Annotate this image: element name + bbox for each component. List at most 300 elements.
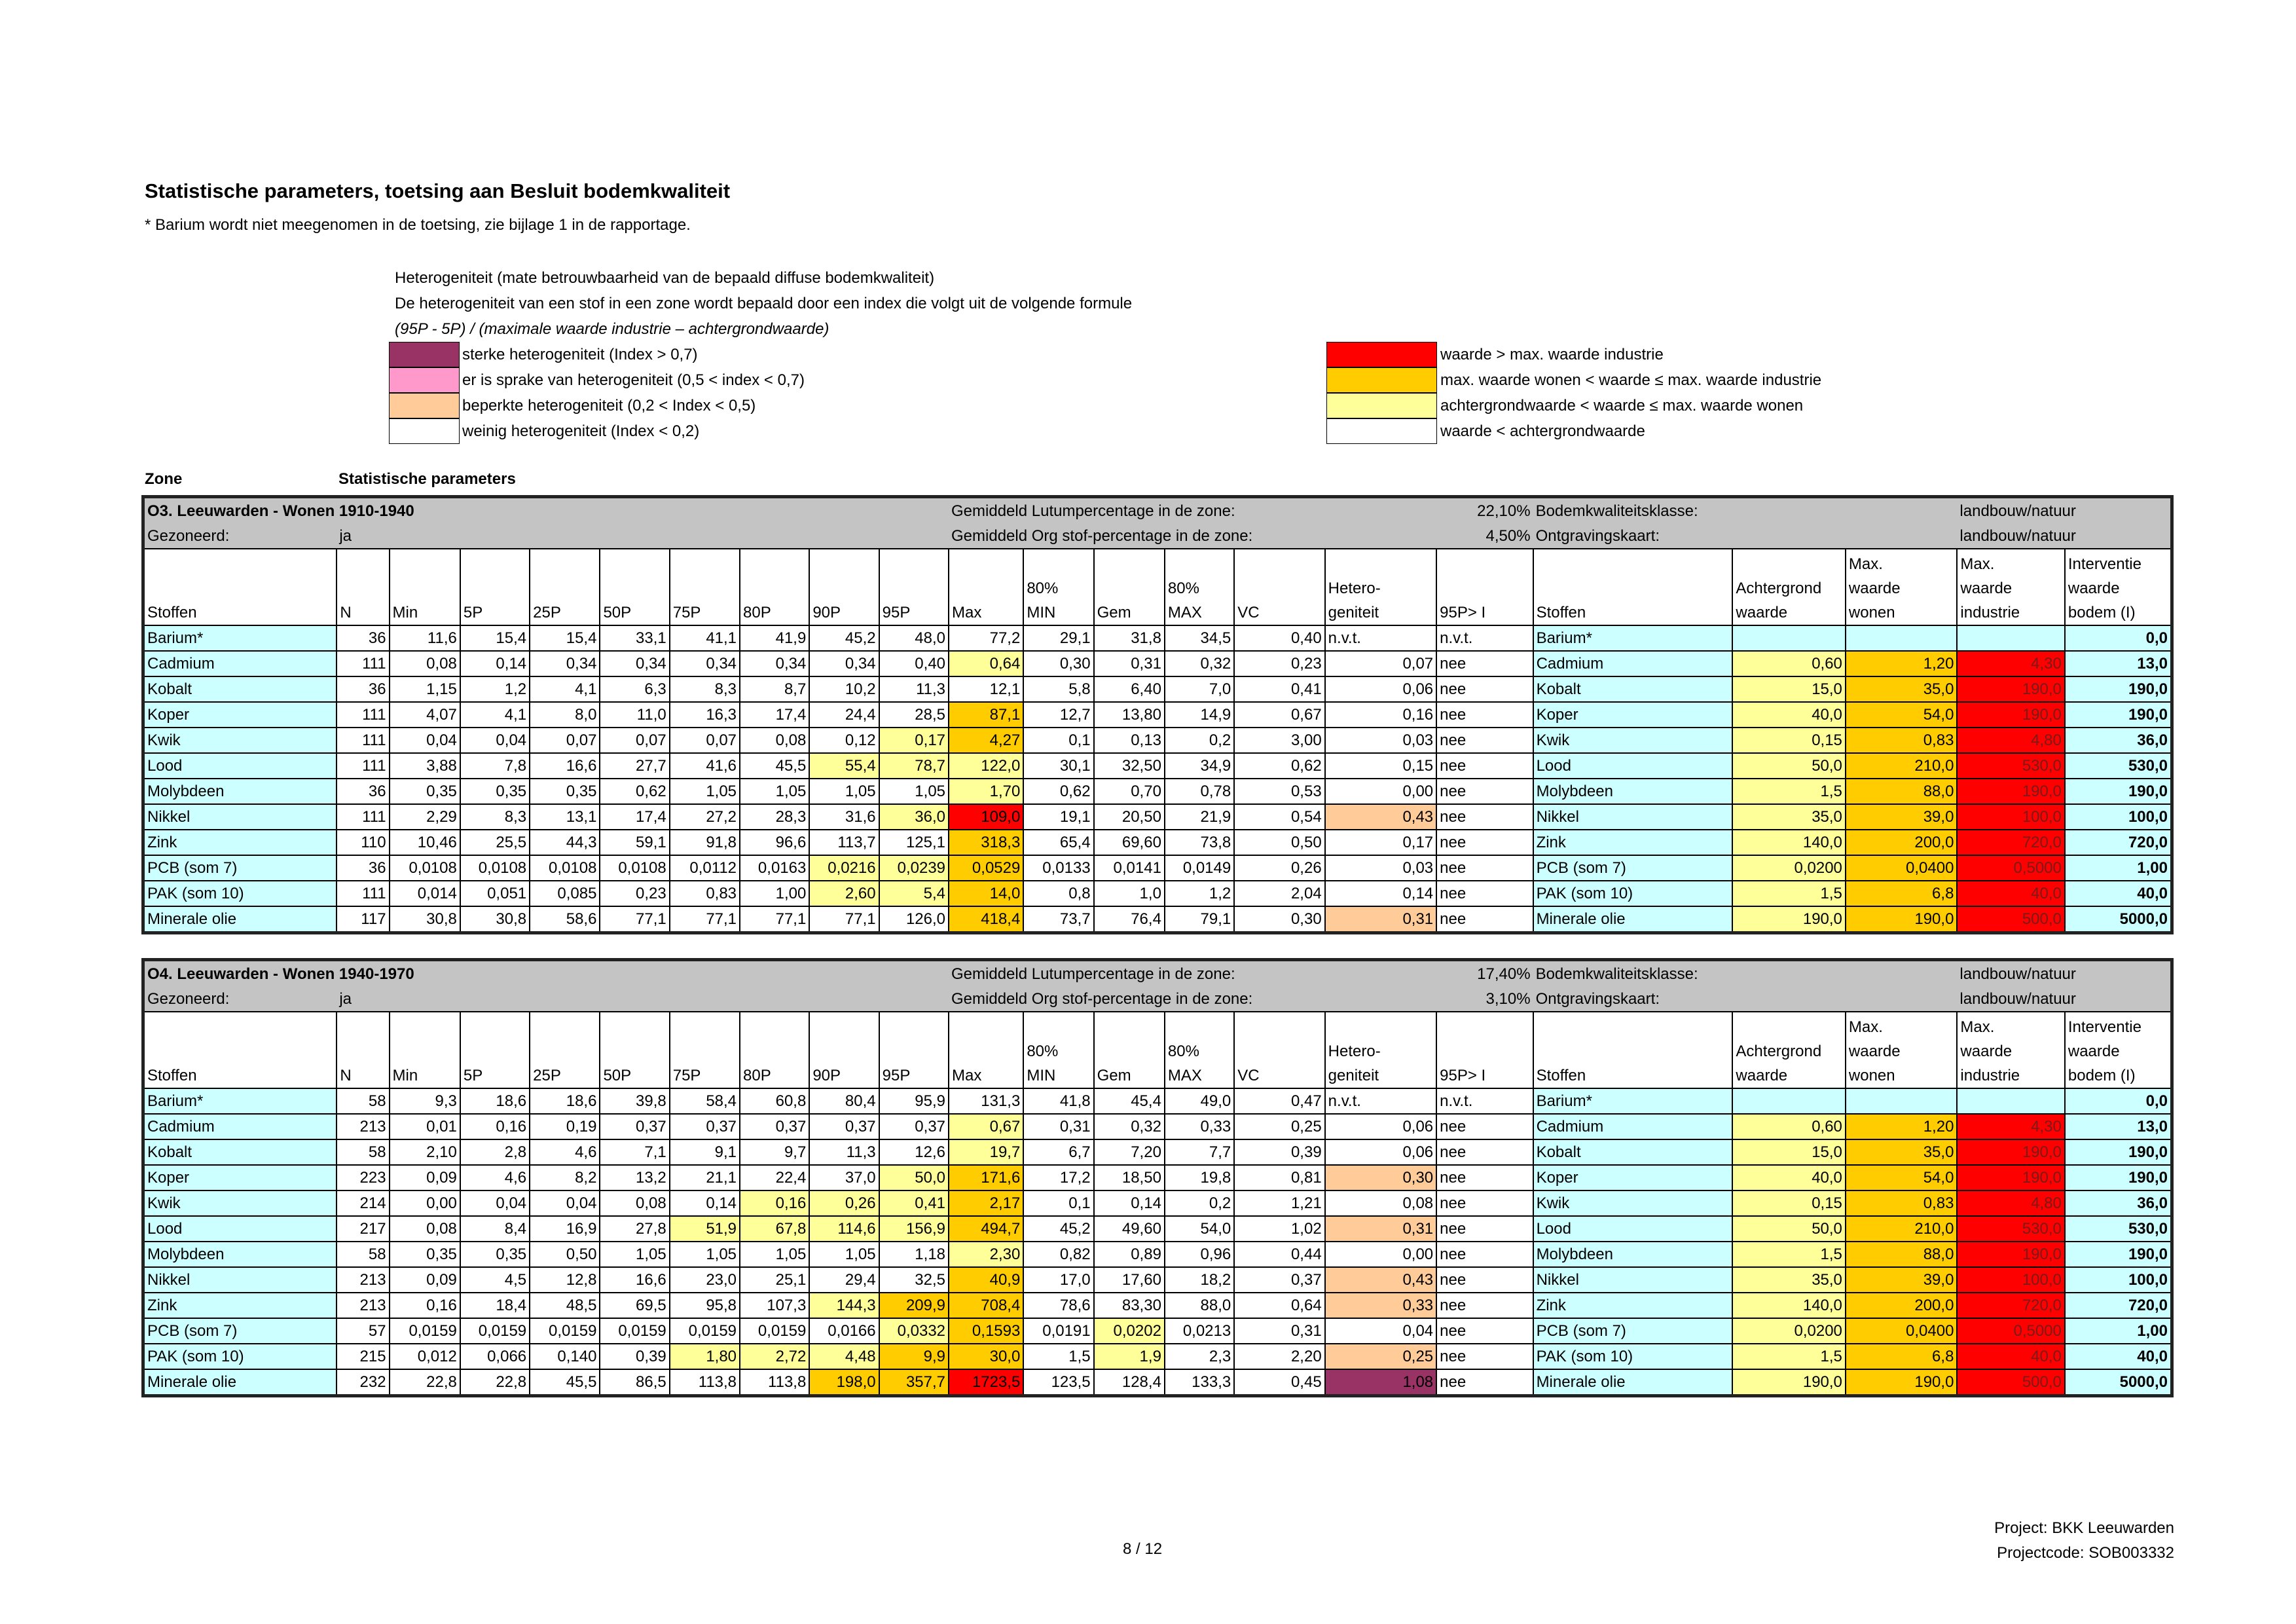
value-cell: 0,26 — [809, 1190, 879, 1216]
value-cell: 0,40 — [1234, 625, 1324, 651]
value-cell: 131,3 — [949, 1088, 1023, 1114]
value-cell: 0,37 — [1234, 1267, 1324, 1293]
value-cell: 77,1 — [809, 906, 879, 933]
lutum-value: 22,10% — [1325, 497, 1533, 524]
value-cell: 1,18 — [879, 1242, 949, 1267]
value-cell: 0,64 — [1234, 1293, 1324, 1318]
value-cell: 16,3 — [670, 702, 740, 728]
kaart-value: landbouw/natuur — [1957, 986, 2172, 1012]
value-cell: 122,0 — [949, 753, 1023, 779]
klasse-value: landbouw/natuur — [1957, 960, 2172, 987]
value-cell: 25,5 — [460, 830, 530, 855]
value-cell: 54,0 — [1165, 1216, 1234, 1242]
substance-name-2: Koper — [1533, 1165, 1733, 1190]
value-cell: 17,0 — [1023, 1267, 1093, 1293]
value-cell: 0,37 — [600, 1114, 669, 1139]
legend-line-1: Heterogeniteit (mate betrouwbaarheid van de bepaald diffuse bodemkwaliteit) — [395, 269, 935, 287]
value-cell: 2,04 — [1234, 881, 1324, 906]
legend-swatch — [389, 342, 460, 367]
value-cell: 10,46 — [390, 830, 460, 855]
background-value: 15,0 — [1732, 1139, 1845, 1165]
value-cell: 4,6 — [460, 1165, 530, 1190]
value-cell: 0,54 — [1234, 804, 1324, 830]
intervention-value: 40,0 — [2065, 881, 2172, 906]
column-header: 95P — [879, 1012, 949, 1088]
column-header: Max — [949, 1012, 1023, 1088]
value-cell: 128,4 — [1094, 1369, 1165, 1396]
legend-line-2: De heterogeniteit van een stof in een zone wordt bepaald door een index die volgt uit de volgende formule — [395, 295, 1133, 312]
value-cell: 1,15 — [390, 676, 460, 702]
substance-name: Molybdeen — [143, 779, 337, 804]
value-cell: 1,80 — [670, 1344, 740, 1369]
value-cell: nee — [1436, 906, 1533, 933]
substance-name: Zink — [143, 830, 337, 855]
value-cell: 14,0 — [949, 881, 1023, 906]
substance-name-2: Minerale olie — [1533, 1369, 1733, 1396]
substance-name-2: Kobalt — [1533, 676, 1733, 702]
table-row — [143, 1267, 2172, 1293]
project-name: Project: BKK Leeuwarden — [1994, 1519, 2174, 1537]
value-cell: 0,81 — [1234, 1165, 1324, 1190]
value-cell: 32,50 — [1094, 753, 1165, 779]
value-cell: 171,6 — [949, 1165, 1023, 1190]
value-cell: 0,140 — [530, 1344, 600, 1369]
value-cell: 0,23 — [1234, 651, 1324, 676]
substance-name: Zink — [143, 1293, 337, 1318]
background-value: 50,0 — [1732, 753, 1845, 779]
value-cell: 0,07 — [600, 728, 669, 753]
background-value: 0,0200 — [1732, 1318, 1845, 1344]
value-cell: 0,08 — [390, 1216, 460, 1242]
value-cell: 0,0159 — [740, 1318, 809, 1344]
table-row — [143, 1088, 2172, 1114]
value-cell: 78,6 — [1023, 1293, 1093, 1318]
value-cell: 0,01 — [390, 1114, 460, 1139]
value-cell: 1,70 — [949, 779, 1023, 804]
column-header: Stoffen — [143, 1012, 337, 1088]
substance-name: PCB (som 7) — [143, 1318, 337, 1344]
value-cell: 0,00 — [1325, 779, 1436, 804]
gezoneerd-label: Gezoneerd: — [143, 986, 337, 1012]
value-cell: 708,4 — [949, 1293, 1023, 1318]
value-cell: 0,31 — [1325, 1216, 1436, 1242]
value-cell: 30,1 — [1023, 753, 1093, 779]
value-cell: 44,3 — [530, 830, 600, 855]
substance-name-2: Kwik — [1533, 728, 1733, 753]
max-wonen-value: 210,0 — [1846, 753, 1958, 779]
max-industrie-value: 190,0 — [1957, 1165, 2064, 1190]
value-cell: 1,08 — [1325, 1369, 1436, 1396]
value-cell: 0,33 — [1165, 1114, 1234, 1139]
value-cell: 41,6 — [670, 753, 740, 779]
value-cell: 0,14 — [670, 1190, 740, 1216]
value-cell: nee — [1436, 830, 1533, 855]
substance-name: Barium* — [143, 1088, 337, 1114]
kaart-label: Ontgravingskaart: — [1533, 523, 1958, 549]
value-cell: 198,0 — [809, 1369, 879, 1396]
value-cell: 0,26 — [1234, 855, 1324, 881]
value-cell: nee — [1436, 1369, 1533, 1396]
value-cell: 49,0 — [1165, 1088, 1234, 1114]
value-cell: 126,0 — [879, 906, 949, 933]
value-cell: 0,12 — [809, 728, 879, 753]
value-cell: 1723,5 — [949, 1369, 1023, 1396]
legend-swatch — [1326, 367, 1437, 393]
column-header: 50P — [600, 1012, 669, 1088]
value-cell: 0,00 — [1325, 1242, 1436, 1267]
value-cell: 0,17 — [1325, 830, 1436, 855]
substance-name-2: PCB (som 7) — [1533, 855, 1733, 881]
value-cell: 1,00 — [740, 881, 809, 906]
value-cell: 15,4 — [530, 625, 600, 651]
background-value: 1,5 — [1732, 779, 1845, 804]
max-industrie-value: 4,30 — [1957, 651, 2064, 676]
max-wonen-value: 39,0 — [1846, 1267, 1958, 1293]
background-value: 0,60 — [1732, 1114, 1845, 1139]
max-wonen-value: 190,0 — [1846, 1369, 1958, 1396]
max-wonen-value — [1846, 1088, 1958, 1114]
value-cell: nee — [1436, 1190, 1533, 1216]
value-cell: 0,0163 — [740, 855, 809, 881]
zone-table — [141, 958, 2174, 1397]
value-cell: 0,96 — [1165, 1242, 1234, 1267]
value-cell: 0,04 — [1325, 1318, 1436, 1344]
value-cell: 45,2 — [1023, 1216, 1093, 1242]
value-cell: 0,0529 — [949, 855, 1023, 881]
value-cell: 0,07 — [530, 728, 600, 753]
value-cell: 1,2 — [460, 676, 530, 702]
value-cell: 76,4 — [1094, 906, 1165, 933]
value-cell: 25,1 — [740, 1267, 809, 1293]
kaart-value: landbouw/natuur — [1957, 523, 2172, 549]
value-cell: 22,8 — [460, 1369, 530, 1396]
value-cell: nee — [1436, 728, 1533, 753]
max-wonen-value: 35,0 — [1846, 676, 1958, 702]
value-cell: 2,60 — [809, 881, 879, 906]
value-cell: 1,05 — [670, 779, 740, 804]
value-cell: nee — [1436, 881, 1533, 906]
value-cell: 0,89 — [1094, 1242, 1165, 1267]
value-cell: 36,0 — [879, 804, 949, 830]
intervention-value: 13,0 — [2065, 1114, 2172, 1139]
background-value: 35,0 — [1732, 1267, 1845, 1293]
value-cell: 41,9 — [740, 625, 809, 651]
value-cell: 0,47 — [1234, 1088, 1324, 1114]
gezoneerd-value: ja — [337, 986, 949, 1012]
value-cell: 3,88 — [390, 753, 460, 779]
value-cell: 113,8 — [740, 1369, 809, 1396]
value-cell: 0,41 — [879, 1190, 949, 1216]
value-cell: 0,35 — [390, 1242, 460, 1267]
value-cell: 214 — [337, 1190, 389, 1216]
value-cell: nee — [1436, 753, 1533, 779]
substance-name: Kobalt — [143, 1139, 337, 1165]
column-header: 80% MIN — [1023, 549, 1093, 625]
value-cell: 213 — [337, 1267, 389, 1293]
value-cell: nee — [1436, 1318, 1533, 1344]
value-cell: 36 — [337, 855, 389, 881]
column-header: 80P — [740, 549, 809, 625]
value-cell: 11,0 — [600, 702, 669, 728]
value-cell: 156,9 — [879, 1216, 949, 1242]
value-cell: 232 — [337, 1369, 389, 1396]
value-cell: 0,07 — [1325, 651, 1436, 676]
max-industrie-value — [1957, 1088, 2064, 1114]
value-cell: 0,0239 — [879, 855, 949, 881]
value-cell: 1,05 — [600, 1242, 669, 1267]
value-cell: 0,35 — [460, 779, 530, 804]
substance-name-2: Cadmium — [1533, 651, 1733, 676]
value-cell: 0,16 — [390, 1293, 460, 1318]
table-row — [143, 1318, 2172, 1344]
value-cell: 0,34 — [600, 651, 669, 676]
substance-name: Kwik — [143, 728, 337, 753]
value-cell: 0,34 — [670, 651, 740, 676]
value-cell: 22,8 — [390, 1369, 460, 1396]
value-cell: 19,1 — [1023, 804, 1093, 830]
value-cell: 13,80 — [1094, 702, 1165, 728]
max-wonen-value: 200,0 — [1846, 1293, 1958, 1318]
value-cell: 79,1 — [1165, 906, 1234, 933]
background-value — [1732, 1088, 1845, 1114]
gezoneerd-value: ja — [337, 523, 949, 549]
value-cell: 107,3 — [740, 1293, 809, 1318]
value-cell: 69,5 — [600, 1293, 669, 1318]
legend-swatch — [1326, 342, 1437, 367]
substance-name-2: Zink — [1533, 830, 1733, 855]
background-value: 140,0 — [1732, 830, 1845, 855]
value-cell: 16,6 — [600, 1267, 669, 1293]
substance-name-2: Kwik — [1533, 1190, 1733, 1216]
value-cell: 27,8 — [600, 1216, 669, 1242]
value-cell: 114,6 — [809, 1216, 879, 1242]
background-value: 40,0 — [1732, 1165, 1845, 1190]
max-wonen-value: 0,0400 — [1846, 855, 1958, 881]
value-cell: 0,0213 — [1165, 1318, 1234, 1344]
value-cell: 2,10 — [390, 1139, 460, 1165]
value-cell: 0,34 — [530, 651, 600, 676]
value-cell: 88,0 — [1165, 1293, 1234, 1318]
max-industrie-value: 190,0 — [1957, 1242, 2064, 1267]
lutum-value: 17,40% — [1325, 960, 1533, 987]
max-industrie-value: 720,0 — [1957, 830, 2064, 855]
value-cell: 0,25 — [1234, 1114, 1324, 1139]
substance-name: PCB (som 7) — [143, 855, 337, 881]
value-cell: 16,6 — [530, 753, 600, 779]
background-value: 15,0 — [1732, 676, 1845, 702]
value-cell: 77,1 — [600, 906, 669, 933]
background-value: 1,5 — [1732, 1344, 1845, 1369]
value-cell: 0,04 — [530, 1190, 600, 1216]
value-cell: 0,15 — [1325, 753, 1436, 779]
column-header: 80P — [740, 1012, 809, 1088]
value-cell: 1,05 — [879, 779, 949, 804]
value-cell: 59,1 — [600, 830, 669, 855]
column-header: 95P — [879, 549, 949, 625]
value-cell: 0,8 — [1023, 881, 1093, 906]
intervention-value: 190,0 — [2065, 676, 2172, 702]
value-cell: 21,1 — [670, 1165, 740, 1190]
max-wonen-value: 54,0 — [1846, 1165, 1958, 1190]
max-wonen-value: 6,8 — [1846, 1344, 1958, 1369]
value-cell: 27,2 — [670, 804, 740, 830]
value-cell: 3,00 — [1234, 728, 1324, 753]
value-cell: 1,05 — [809, 779, 879, 804]
value-cell: 0,012 — [390, 1344, 460, 1369]
column-header: Max. waarde industrie — [1957, 549, 2064, 625]
max-wonen-value: 35,0 — [1846, 1139, 1958, 1165]
value-cell: 58,6 — [530, 906, 600, 933]
substance-name-2: Barium* — [1533, 1088, 1733, 1114]
value-cell: 14,9 — [1165, 702, 1234, 728]
legend-swatch — [389, 418, 460, 444]
value-cell: 77,2 — [949, 625, 1023, 651]
value-cell: 45,5 — [740, 753, 809, 779]
column-header: 80% MAX — [1165, 1012, 1234, 1088]
value-cell: 1,21 — [1234, 1190, 1324, 1216]
value-cell: 0,43 — [1325, 804, 1436, 830]
legend-label: beperkte heterogeniteit (0,2 < Index < 0,5) — [462, 397, 756, 415]
legend-swatch — [1326, 418, 1437, 444]
max-industrie-value: 190,0 — [1957, 702, 2064, 728]
substance-name-2: Nikkel — [1533, 1267, 1733, 1293]
value-cell: 1,9 — [1094, 1344, 1165, 1369]
value-cell: 0,37 — [740, 1114, 809, 1139]
heterogeneity-description — [395, 265, 1132, 342]
value-cell: 57 — [337, 1318, 389, 1344]
value-cell: 0,2 — [1165, 728, 1234, 753]
background-value: 40,0 — [1732, 702, 1845, 728]
value-cell: 4,5 — [460, 1267, 530, 1293]
table-row — [143, 728, 2172, 753]
value-cell: 12,6 — [879, 1139, 949, 1165]
value-cell: 40,9 — [949, 1267, 1023, 1293]
value-cell: 0,14 — [460, 651, 530, 676]
value-cell: nee — [1436, 1139, 1533, 1165]
value-cell: nee — [1436, 1216, 1533, 1242]
value-cell: 29,1 — [1023, 625, 1093, 651]
klasse-label: Bodemkwaliteitsklasse: — [1533, 960, 1958, 987]
max-wonen-value: 88,0 — [1846, 1242, 1958, 1267]
value-cell: 0,19 — [530, 1114, 600, 1139]
value-cell: 65,4 — [1023, 830, 1093, 855]
value-cell: 33,1 — [600, 625, 669, 651]
value-cell: 0,37 — [879, 1114, 949, 1139]
substance-name-2: Koper — [1533, 702, 1733, 728]
intervention-value: 0,0 — [2065, 625, 2172, 651]
lutum-label: Gemiddeld Lutumpercentage in de zone: — [949, 497, 1325, 524]
substance-name: Minerale olie — [143, 906, 337, 933]
max-industrie-value: 4,30 — [1957, 1114, 2064, 1139]
value-cell: nee — [1436, 1267, 1533, 1293]
substance-name: Kobalt — [143, 676, 337, 702]
table-row — [143, 702, 2172, 728]
page-title: Statistische parameters, toetsing aan Besluit bodemkwaliteit — [145, 179, 731, 202]
intervention-value: 1,00 — [2065, 855, 2172, 881]
value-cell: 30,8 — [460, 906, 530, 933]
max-wonen-value: 0,83 — [1846, 1190, 1958, 1216]
value-cell: 0,16 — [1325, 702, 1436, 728]
substance-name-2: Barium* — [1533, 625, 1733, 651]
value-cell: 0,34 — [740, 651, 809, 676]
substance-name: Cadmium — [143, 651, 337, 676]
max-industrie-value: 720,0 — [1957, 1293, 2064, 1318]
value-cell: 0,31 — [1234, 1318, 1324, 1344]
column-header: Interventie waarde bodem (I) — [2065, 549, 2172, 625]
value-cell: 111 — [337, 702, 389, 728]
max-wonen-value: 39,0 — [1846, 804, 1958, 830]
substance-name-2: Zink — [1533, 1293, 1733, 1318]
value-cell: n.v.t. — [1436, 1088, 1533, 1114]
value-cell: 0,62 — [1023, 779, 1093, 804]
table-row — [143, 906, 2172, 933]
value-cell: 110 — [337, 830, 389, 855]
value-cell: 0,0202 — [1094, 1318, 1165, 1344]
value-cell: 0,0159 — [530, 1318, 600, 1344]
column-header: 95P> I — [1436, 1012, 1533, 1088]
value-cell: 27,7 — [600, 753, 669, 779]
value-cell: 45,5 — [530, 1369, 600, 1396]
table-row — [143, 625, 2172, 651]
max-industrie-value — [1957, 625, 2064, 651]
value-cell: 8,3 — [670, 676, 740, 702]
value-cell: 0,31 — [1325, 906, 1436, 933]
intervention-value: 36,0 — [2065, 1190, 2172, 1216]
value-cell: 18,2 — [1165, 1267, 1234, 1293]
value-cell: 18,4 — [460, 1293, 530, 1318]
value-cell: 18,6 — [460, 1088, 530, 1114]
value-cell: 0,08 — [390, 651, 460, 676]
background-value: 0,15 — [1732, 728, 1845, 753]
value-cell: 0,0112 — [670, 855, 740, 881]
intervention-value: 720,0 — [2065, 1293, 2172, 1318]
page-number: 8 / 12 — [1123, 1540, 1163, 1558]
value-cell: 7,1 — [600, 1139, 669, 1165]
value-cell: 0,06 — [1325, 1114, 1436, 1139]
value-cell: 2,3 — [1165, 1344, 1234, 1369]
value-cell: 2,8 — [460, 1139, 530, 1165]
table-row — [143, 1114, 2172, 1139]
value-cell: 34,5 — [1165, 625, 1234, 651]
value-cell: 9,3 — [390, 1088, 460, 1114]
value-cell: 123,5 — [1023, 1369, 1093, 1396]
max-wonen-value: 200,0 — [1846, 830, 1958, 855]
value-cell: 0,32 — [1094, 1114, 1165, 1139]
max-industrie-value: 190,0 — [1957, 779, 2064, 804]
value-cell: 1,05 — [809, 1242, 879, 1267]
intervention-value: 40,0 — [2065, 1344, 2172, 1369]
legend-formula: (95P - 5P) / (maximale waarde industrie – achtergrondwaarde) — [395, 320, 829, 338]
value-cell: 357,7 — [879, 1369, 949, 1396]
max-wonen-value: 1,20 — [1846, 1114, 1958, 1139]
value-cell: 67,8 — [740, 1216, 809, 1242]
value-cell: 0,30 — [1023, 651, 1093, 676]
barium-note: * Barium wordt niet meegenomen in de toetsing, zie bijlage 1 in de rapportage. — [145, 216, 691, 234]
zone-header: Zone — [145, 470, 183, 488]
value-cell: n.v.t. — [1325, 625, 1436, 651]
value-cell: 0,50 — [530, 1242, 600, 1267]
value-cell: 83,30 — [1094, 1293, 1165, 1318]
value-cell: 0,82 — [1023, 1242, 1093, 1267]
value-cell: 50,0 — [879, 1165, 949, 1190]
background-value: 190,0 — [1732, 1369, 1845, 1396]
column-header: Stoffen — [143, 549, 337, 625]
value-cell: 16,9 — [530, 1216, 600, 1242]
substance-name: Nikkel — [143, 804, 337, 830]
value-cell: 12,8 — [530, 1267, 600, 1293]
value-cell: 0,64 — [949, 651, 1023, 676]
intervention-value: 100,0 — [2065, 1267, 2172, 1293]
